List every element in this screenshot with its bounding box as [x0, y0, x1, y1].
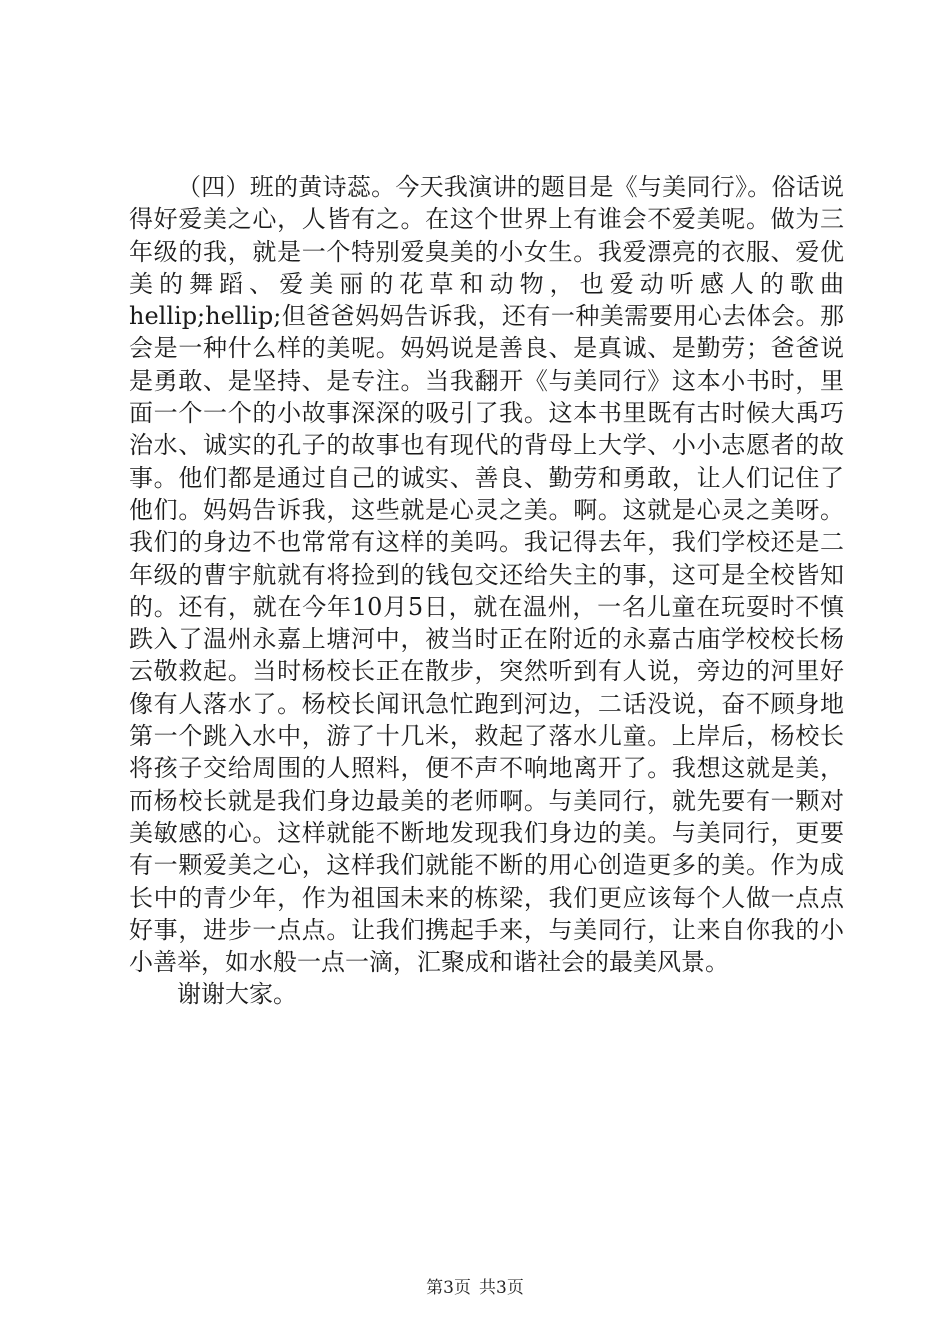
page-total: 共3页	[479, 1278, 524, 1298]
page-number: 第3页	[426, 1278, 471, 1298]
body-paragraph-speech: （四）班的黄诗蕊。今天我演讲的题目是《与美同行》。俗话说得好爱美之心，人皆有之。在这个世界上有谁会不爱美呢。做为三年级的我，就是一个特别爱臭美的小女生。我爱漂亮的衣服、爱优美的舞蹈、爱美丽的花草和动物，也爱动听感人的歌曲hellip;hellip;但爸爸妈妈告诉我，还有一种美需要用心去体会。那会是一种什么样的美呢。妈妈说是善良、是真诚、是勤劳；爸爸说是勇敢、是坚持、是专注。当我翻开《与美同行》这本小书时，里面一个一个的小故事深深的吸引了我。这本书里既有古时候大禹巧治水、诚实的孔子的故事也有现代的背母上大学、小小志愿者的故事。他们都是通过自己的诚实、善良、勤劳和勇敢，让人们记住了他们。妈妈告诉我，这些就是心灵之美。啊。这就是心灵之美呀。我们的身边不也常常有这样的美吗。我记得去年，我们学校还是二年级的曹宇航就有将捡到的钱包交还给失主的事，这可是全校皆知的。还有，就在今年10月5日，就在温州，一名儿童在玩耍时不慎跌入了温州永嘉上塘河中，被当时正在附近的永嘉古庙学校校长杨云敬救起。当时杨校长正在散步，突然听到有人说，旁边的河里好像有人落水了。杨校长闻讯急忙跑到河边，二话没说，奋不顾身地第一个跳入水中，游了十几米，救起了落水儿童。上岸后，杨校长将孩子交给周围的人照料，便不声不响地离开了。我想这就是美，而杨校长就是我们身边最美的老师啊。与美同行，就先要有一颗对美敏感的心。这样就能不断地发现我们身边的美。与美同行，更要有一颗爱美之心，这样我们就能不断的用心创造更多的美。作为成长中的青少年，作为祖国未来的栋梁，我们更应该每个人做一点点好事，进步一点点。让我们携起手来，与美同行，让来自你我的小小善举，如水般一点一滴，汇聚成和谐社会的最美风景。	[129, 173, 844, 977]
page-footer	[0, 1273, 950, 1298]
body-paragraph-closing: 谢谢大家。	[177, 980, 297, 1009]
document-body	[129, 171, 844, 1011]
